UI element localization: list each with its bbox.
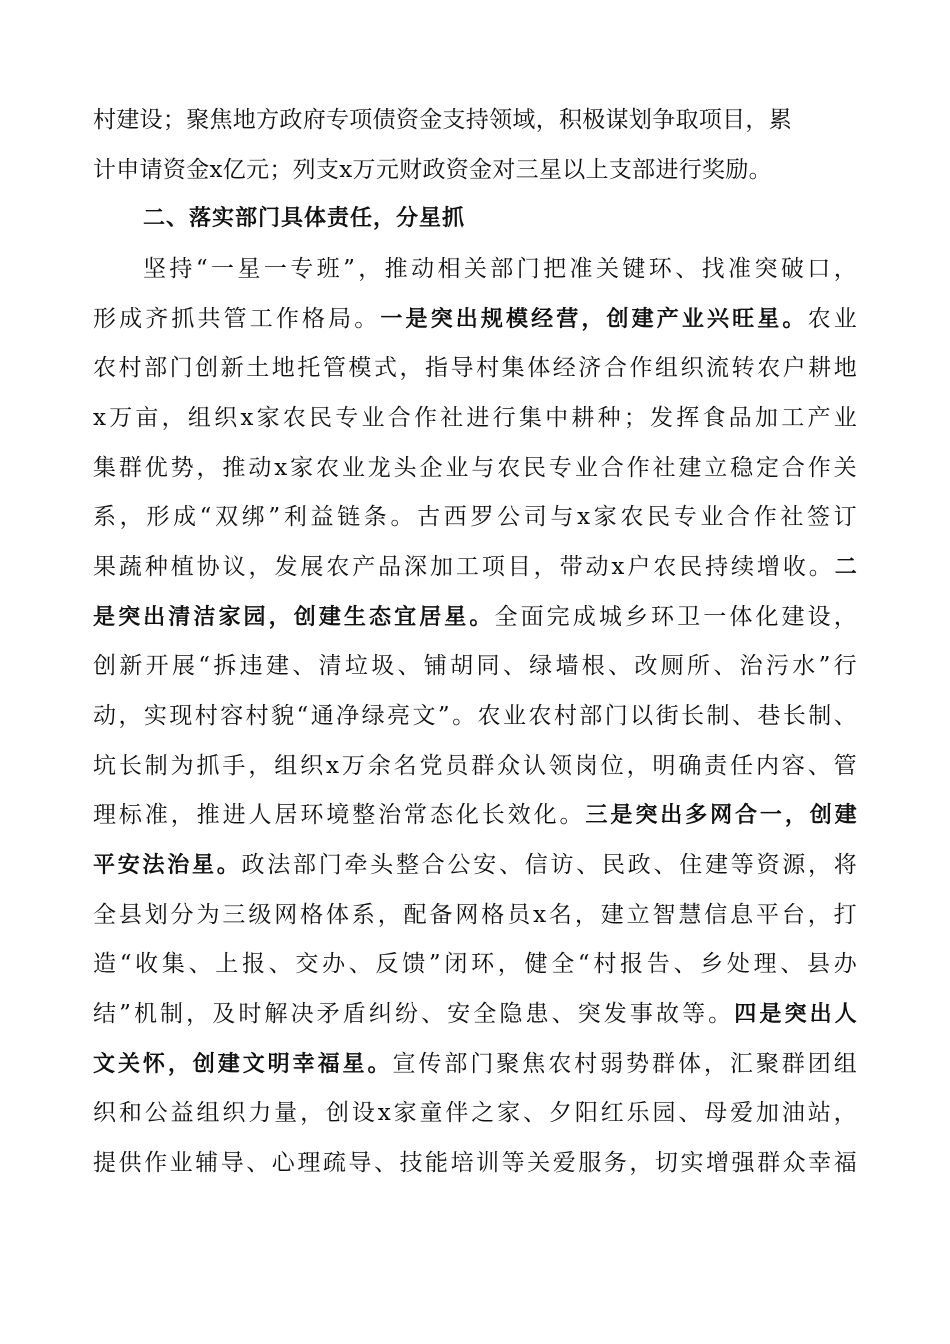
body-line xyxy=(143,249,857,289)
bold-text-run: 四是突出人 xyxy=(734,1002,857,1027)
text-run: 动，实现村容村貌“通净绿亮文”。农业农村部门以街长制、巷长制、 xyxy=(93,703,857,729)
text-run: 村建设；聚焦地方政府专项债资金支持领域，积极谋划争取项目，累 xyxy=(93,107,792,133)
bold-text-run: 文关怀，创建文明幸福星。 xyxy=(93,1052,393,1077)
bold-text-run: 是突出清洁家园，创建生态宜居星。 xyxy=(93,605,495,630)
body-line xyxy=(93,597,857,637)
body-line xyxy=(93,348,857,388)
text-run: 织和公益组织力量，创设x家童伴之家、夕阳红乐园、母爱加油站， xyxy=(93,1100,857,1126)
body-line xyxy=(93,895,857,935)
section-heading xyxy=(143,199,465,239)
body-line xyxy=(93,448,857,488)
text-run: 政法部门牵头整合公安、信访、民政、住建等资源，将 xyxy=(241,852,857,878)
text-run: 宣传部门聚焦农村弱势群体，汇聚群团组 xyxy=(392,1051,857,1077)
body-line xyxy=(93,646,857,686)
body-line xyxy=(93,696,857,736)
heading-text: 二、落实部门具体责任，分星抓 xyxy=(143,206,466,231)
body-line xyxy=(93,100,857,140)
body-line xyxy=(93,398,857,438)
text-run: 坑长制为抓手，组织x万余名党员群众认领岗位，明确责任内容、管 xyxy=(93,753,857,779)
body-line xyxy=(93,1093,857,1133)
text-run: x万亩，组织x家农民专业合作社进行集中耕种；发挥食品加工产业 xyxy=(93,405,857,431)
text-run: 系，形成“双绑”利益链条。古西罗公司与x家农民专业合作社签订 xyxy=(93,504,857,530)
body-line xyxy=(93,746,857,786)
text-run: 农业 xyxy=(807,306,857,332)
bold-text-run: 三是突出多网合一，创建 xyxy=(585,803,857,828)
text-run: 全面完成城乡环卫一体化建设， xyxy=(494,604,857,630)
text-run: 造“收集、上报、交办、反馈”闭环，健全“村报告、乡处理、县办 xyxy=(93,951,857,977)
text-run: 计申请资金x亿元；列支x万元财政资金对三星以上支部进行奖励。 xyxy=(93,157,772,183)
body-line xyxy=(93,497,857,537)
body-line xyxy=(93,1143,857,1183)
body-line xyxy=(93,1044,857,1084)
body-line xyxy=(93,150,857,190)
body-line xyxy=(93,299,857,339)
body-line xyxy=(93,547,857,587)
text-run: 果蔬种植协议，发展农产品深加工项目，带动x户农民持续增收。 xyxy=(93,554,835,580)
text-run: 结”机制，及时解决矛盾纠纷、安全隐患、突发事故等。 xyxy=(93,1001,735,1027)
body-line xyxy=(93,944,857,984)
text-run: 理标准，推进人居环境整治常态化长效化。 xyxy=(93,802,586,828)
text-run: 农村部门创新土地托管模式，指导村集体经济合作组织流转农户耕地 xyxy=(93,355,857,381)
bold-text-run: 二 xyxy=(834,555,857,580)
body-line xyxy=(93,845,857,885)
text-run: 提供作业辅导、心理疏导、技能培训等关爱服务，切实增强群众幸福 xyxy=(93,1150,857,1176)
text-run: 坚持“一星一专班”，推动相关部门把准关键环、找准突破口， xyxy=(143,256,857,282)
bold-text-run: 平安法治星。 xyxy=(93,853,242,878)
text-run: 集群优势，推动x家农业龙头企业与农民专业合作社建立稳定合作关 xyxy=(93,455,857,481)
body-line xyxy=(93,795,857,835)
bold-text-run: 一是突出规模经营，创建产业兴旺星。 xyxy=(380,307,808,332)
text-run: 创新开展“拆违建、清垃圾、铺胡同、绿墙根、改厕所、治污水”行 xyxy=(93,653,857,679)
text-run: 全县划分为三级网格体系，配备网格员x名，建立智慧信息平台，打 xyxy=(93,902,857,928)
text-run: 形成齐抓共管工作格局。 xyxy=(93,306,381,332)
body-line xyxy=(93,994,857,1034)
